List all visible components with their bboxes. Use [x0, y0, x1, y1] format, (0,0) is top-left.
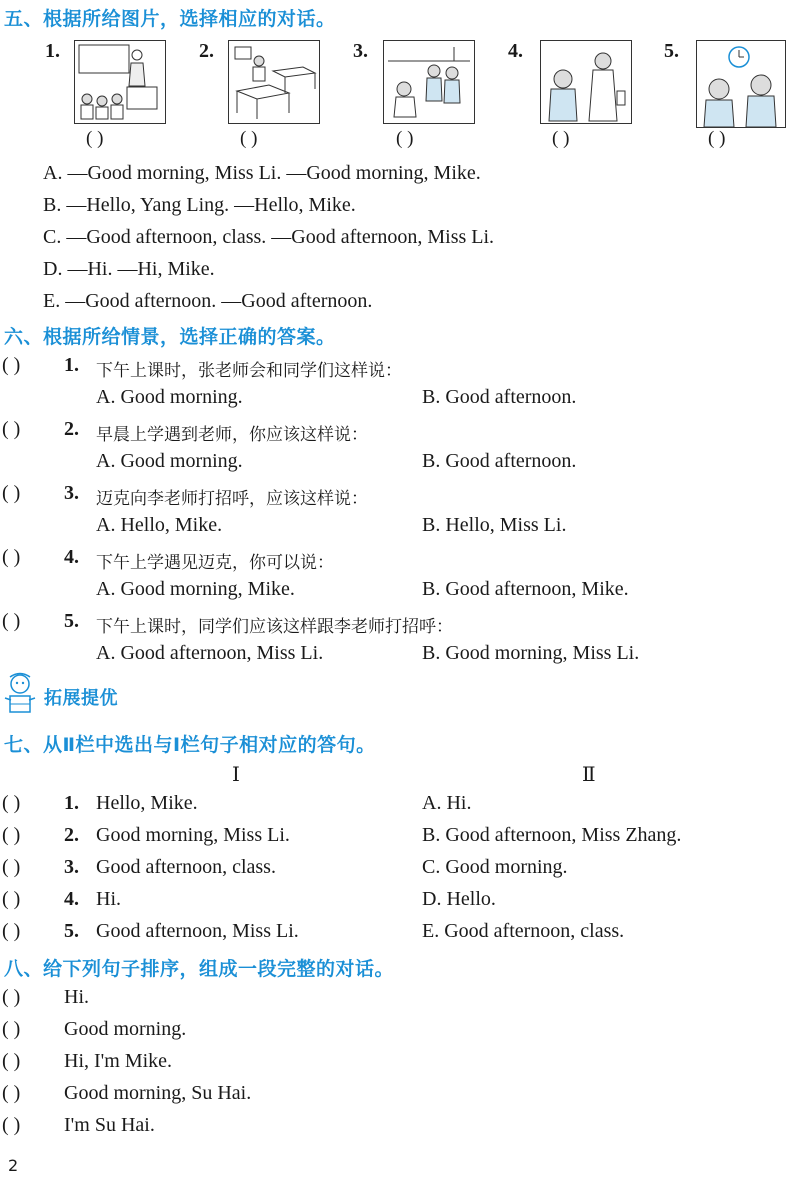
section7-title: 七、从Ⅱ栏中选出与Ⅰ栏句子相对应的答句。 — [4, 734, 376, 756]
sec8-item5-text: I'm Su Hai. — [64, 1114, 155, 1136]
sec8-item3-paren[interactable]: ( ) — [2, 1050, 21, 1072]
sec7-row4-paren[interactable]: ( ) — [2, 888, 21, 910]
sec7-row1-left: Hello, Mike. — [96, 792, 198, 814]
sec7-row4-right: D. Hello. — [422, 888, 496, 910]
sec7-row2-number: 2. — [64, 824, 79, 846]
picture-desks — [228, 40, 320, 124]
kids-clock-illustration — [697, 41, 785, 127]
sec6-q1-number: 1. — [64, 354, 79, 376]
sec8-item1-paren[interactable]: ( ) — [2, 986, 21, 1008]
sec7-row5-right: E. Good afternoon, class. — [422, 920, 625, 942]
pic3-number: 3. — [353, 40, 368, 62]
sec6-q5-number: 5. — [64, 610, 79, 632]
sec7-row3-paren[interactable]: ( ) — [2, 856, 21, 878]
section8-title: 八、给下列句子排序，组成一段完整的对话。 — [4, 958, 395, 980]
sec6-q4-option-a: A. Good morning, Mike. — [96, 578, 295, 600]
sec6-q3-number: 3. — [64, 482, 79, 504]
sec7-row5-number: 5. — [64, 920, 79, 942]
picture-classroom-teacher — [74, 40, 166, 124]
sec7-row1-right: A. Hi. — [422, 792, 472, 814]
sec8-item3-text: Hi, I'm Mike. — [64, 1050, 173, 1072]
sec6-q3-text: 迈克向李老师打招呼，应该这样说： — [96, 489, 368, 509]
sec6-q5-option-a: A. Good afternoon, Miss Li. — [96, 642, 324, 664]
sec6-q3-paren[interactable]: ( ) — [2, 482, 21, 504]
sec6-q1-text: 下午上课时，张老师会和同学们这样说： — [96, 361, 402, 381]
sec5-option-e: E. —Good afternoon. —Good afternoon. — [43, 290, 373, 312]
sec6-q1-option-b: B. Good afternoon. — [422, 386, 577, 408]
pic4-number: 4. — [508, 40, 523, 62]
sec7-row2-paren[interactable]: ( ) — [2, 824, 21, 846]
sec8-item4-text: Good morning, Su Hai. — [64, 1082, 252, 1104]
sec6-q4-text: 下午上学遇见迈克，你可以说： — [96, 553, 334, 573]
sec7-row5-paren[interactable]: ( ) — [2, 920, 21, 942]
sec6-q4-paren[interactable]: ( ) — [2, 546, 21, 568]
page-number: 2 — [8, 1156, 19, 1175]
classroom-illustration — [75, 41, 165, 123]
sec8-item5-paren[interactable]: ( ) — [2, 1114, 21, 1136]
sec7-row2-left: Good morning, Miss Li. — [96, 824, 290, 846]
column-1-header: Ⅰ — [232, 764, 240, 786]
section6-title: 六、根据所给情景，选择正确的答案。 — [4, 326, 336, 348]
sec6-q5-option-b: B. Good morning, Miss Li. — [422, 642, 640, 664]
sec8-item2-text: Good morning. — [64, 1018, 187, 1040]
sec6-q2-number: 2. — [64, 418, 79, 440]
sec6-q1-option-a: A. Good morning. — [96, 386, 243, 408]
children-illustration — [384, 41, 474, 123]
sec6-q4-number: 4. — [64, 546, 79, 568]
sec5-option-b: B. —Hello, Yang Ling. —Hello, Mike. — [43, 194, 356, 216]
sec6-q2-paren[interactable]: ( ) — [2, 418, 21, 440]
pic4-answer-paren[interactable]: ( ) — [552, 128, 570, 149]
section5-title: 五、根据所给图片，选择相应的对话。 — [4, 8, 336, 30]
picture-boy-teacher — [540, 40, 632, 124]
boy-teacher-illustration — [541, 41, 631, 123]
sec6-q2-option-b: B. Good afternoon. — [422, 450, 577, 472]
sec7-row2-right: B. Good afternoon, Miss Zhang. — [422, 824, 682, 846]
sec6-q5-text: 下午上课时，同学们应该这样跟李老师打招呼： — [96, 617, 453, 637]
sec6-q1-paren[interactable]: ( ) — [2, 354, 21, 376]
sec6-q2-option-a: A. Good morning. — [96, 450, 243, 472]
mascot-icon — [2, 672, 38, 714]
sec5-option-a: A. —Good morning, Miss Li. —Good morning, Mike. — [43, 162, 481, 184]
sec6-q3-option-a: A. Hello, Mike. — [96, 514, 223, 536]
column-2-header: Ⅱ — [582, 764, 596, 786]
pic5-number: 5. — [664, 40, 679, 62]
sec7-row1-number: 1. — [64, 792, 79, 814]
sec7-row4-left: Hi. — [96, 888, 121, 910]
sec7-row4-number: 4. — [64, 888, 79, 910]
sec8-item4-paren[interactable]: ( ) — [2, 1082, 21, 1104]
sec5-option-d: D. —Hi. —Hi, Mike. — [43, 258, 215, 280]
pic3-answer-paren[interactable]: ( ) — [396, 128, 414, 149]
sec7-row3-right: C. Good morning. — [422, 856, 568, 878]
sec6-q5-paren[interactable]: ( ) — [2, 610, 21, 632]
pic1-number: 1. — [45, 40, 60, 62]
pic2-number: 2. — [199, 40, 214, 62]
sec7-row1-paren[interactable]: ( ) — [2, 792, 21, 814]
sec7-row5-left: Good afternoon, Miss Li. — [96, 920, 299, 942]
sec7-row3-left: Good afternoon, class. — [96, 856, 276, 878]
sec5-option-c: C. —Good afternoon, class. —Good afternoon, Miss Li. — [43, 226, 495, 248]
desks-illustration — [229, 41, 319, 123]
sec8-item2-paren[interactable]: ( ) — [2, 1018, 21, 1040]
pic5-answer-paren[interactable]: ( ) — [708, 128, 726, 149]
pic1-answer-paren[interactable]: ( ) — [86, 128, 104, 149]
sec6-q4-option-b: B. Good afternoon, Mike. — [422, 578, 629, 600]
sec8-item1-text: Hi. — [64, 986, 89, 1008]
banner-extension: 拓展提优 — [44, 688, 118, 709]
picture-kids-clock — [696, 40, 786, 128]
sec7-row3-number: 3. — [64, 856, 79, 878]
pic2-answer-paren[interactable]: ( ) — [240, 128, 258, 149]
sec6-q2-text: 早晨上学遇到老师，你应该这样说： — [96, 425, 368, 445]
picture-children-greeting — [383, 40, 475, 124]
sec6-q3-option-b: B. Hello, Miss Li. — [422, 514, 567, 536]
